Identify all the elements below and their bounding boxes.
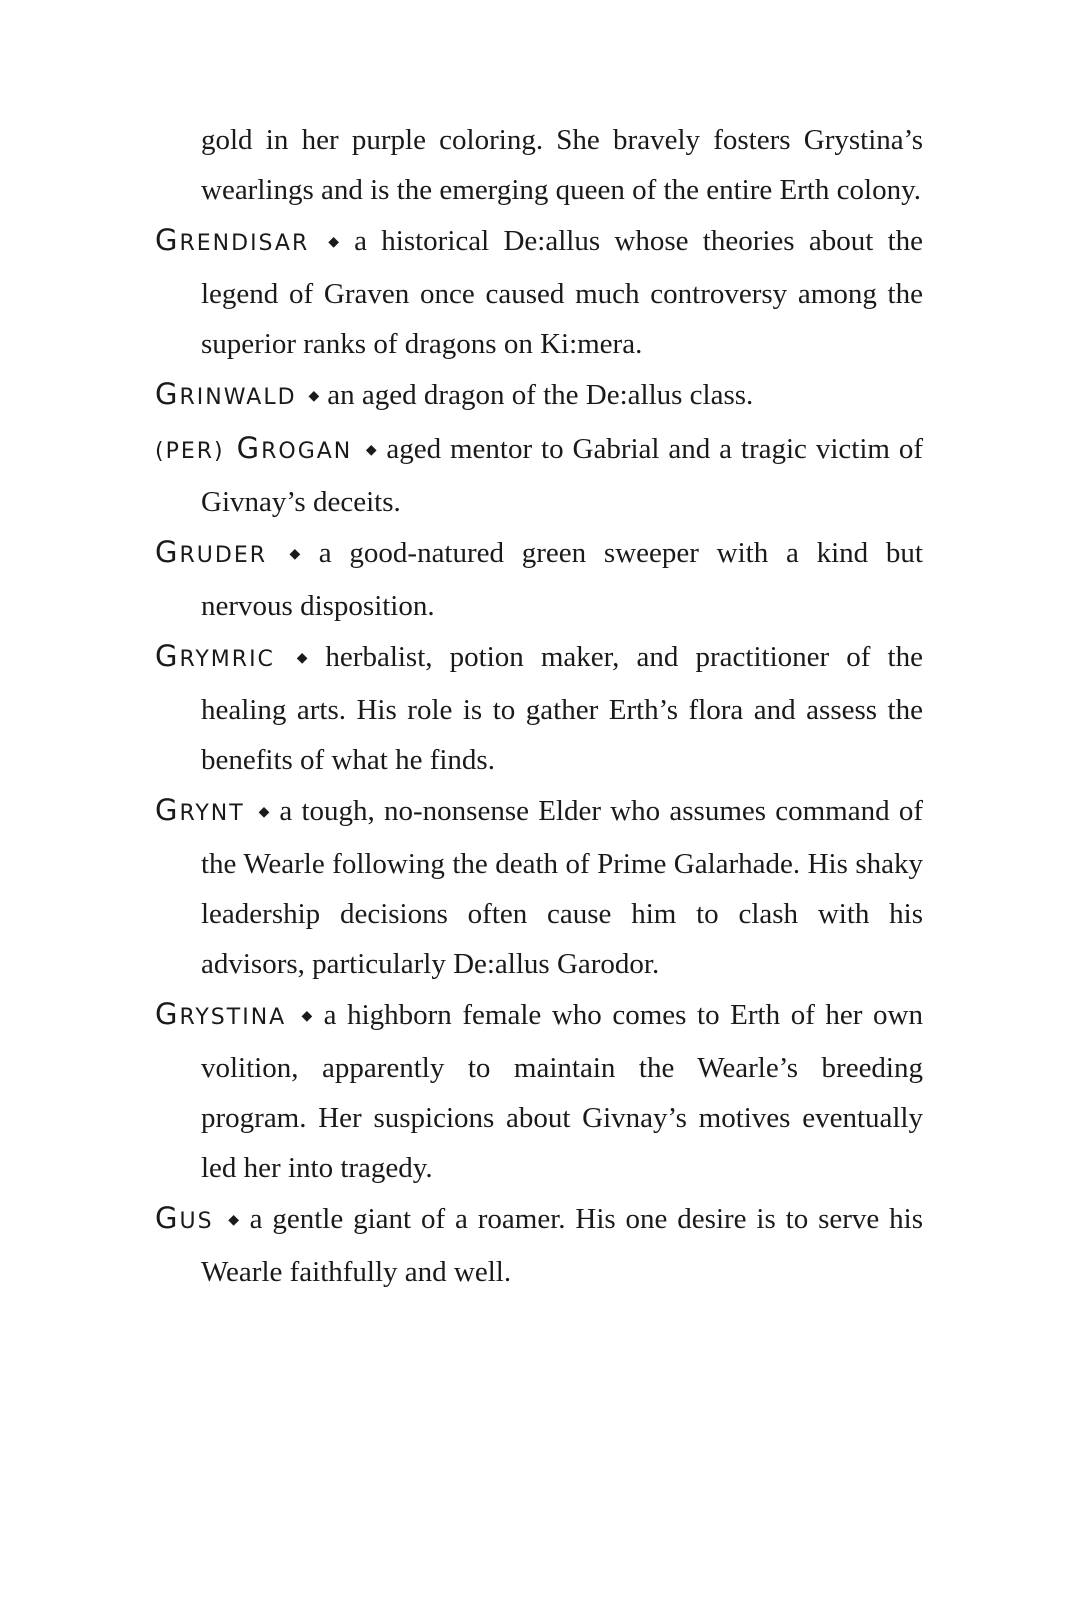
glossary-entry-grogan	[155, 423, 923, 527]
entry-name: GRYNT	[155, 793, 245, 827]
entry-name: GRYSTINA	[155, 997, 287, 1031]
diamond-separator-icon: ◆	[364, 443, 379, 458]
entry-name: GRYMRIC	[155, 639, 275, 673]
entry-prefix: (PER)	[155, 439, 225, 464]
entry-description: gold in her purple coloring. She bravely fosters Grystina’s wearlings and is the emerging queen of the entire Erth colony.	[201, 124, 923, 206]
entry-name: GROGAN	[236, 431, 353, 465]
glossary-page	[155, 115, 923, 1297]
diamond-separator-icon: ◆	[321, 235, 347, 250]
entry-description: herbalist, potion maker, and practitioner of the healing arts. His role is to gather Erth’s flora and assess the benefits of what he finds.	[201, 641, 923, 776]
entry-name: GRUDER	[155, 535, 267, 569]
glossary-entry-grinwald	[155, 369, 923, 423]
diamond-separator-icon: ◆	[286, 651, 318, 666]
entry-description: a historical De:allus whose theories about the legend of Graven once caused much controversy among the superior ranks of dragons on Ki:mera.	[201, 225, 923, 360]
diamond-separator-icon: ◆	[308, 389, 320, 404]
glossary-entry-continuation	[155, 115, 923, 215]
entry-description: aged mentor to Gabrial and a tragic victim of Givnay’s deceits.	[201, 433, 923, 518]
entry-description: a gentle giant of a roamer. His one desire is to serve his Wearle faithfully and well.	[201, 1203, 923, 1288]
diamond-separator-icon: ◆	[256, 805, 272, 820]
glossary-entry-grystina	[155, 989, 923, 1193]
entry-name: GRENDISAR	[155, 223, 310, 257]
diamond-separator-icon: ◆	[279, 547, 311, 562]
glossary-entry-grymric	[155, 631, 923, 785]
glossary-entry-grynt	[155, 785, 923, 989]
entry-description: an aged dragon of the De:allus class.	[327, 379, 754, 411]
entry-name: GRINWALD	[155, 377, 297, 411]
diamond-separator-icon: ◆	[225, 1213, 242, 1228]
entry-description: a highborn female who comes to Erth of her own volition, apparently to maintain the Wearle’s breeding program. Her suspicions about Givnay’s motives eventually led her into tragedy.	[201, 999, 923, 1184]
entry-description: a tough, no-nonsense Elder who assumes command of the Wearle following the death of Prime Galarhade. His shaky leadership decisions often cause him to clash with his advisors, particularly De:allus Garodor.	[201, 795, 923, 980]
glossary-entry-gruder	[155, 527, 923, 631]
entry-description: a good-natured green sweeper with a kind but nervous disposition.	[201, 537, 923, 622]
glossary-entry-grendisar	[155, 215, 923, 369]
entry-name: GUS	[155, 1201, 214, 1235]
diamond-separator-icon: ◆	[298, 1009, 316, 1024]
glossary-entry-gus	[155, 1193, 923, 1297]
